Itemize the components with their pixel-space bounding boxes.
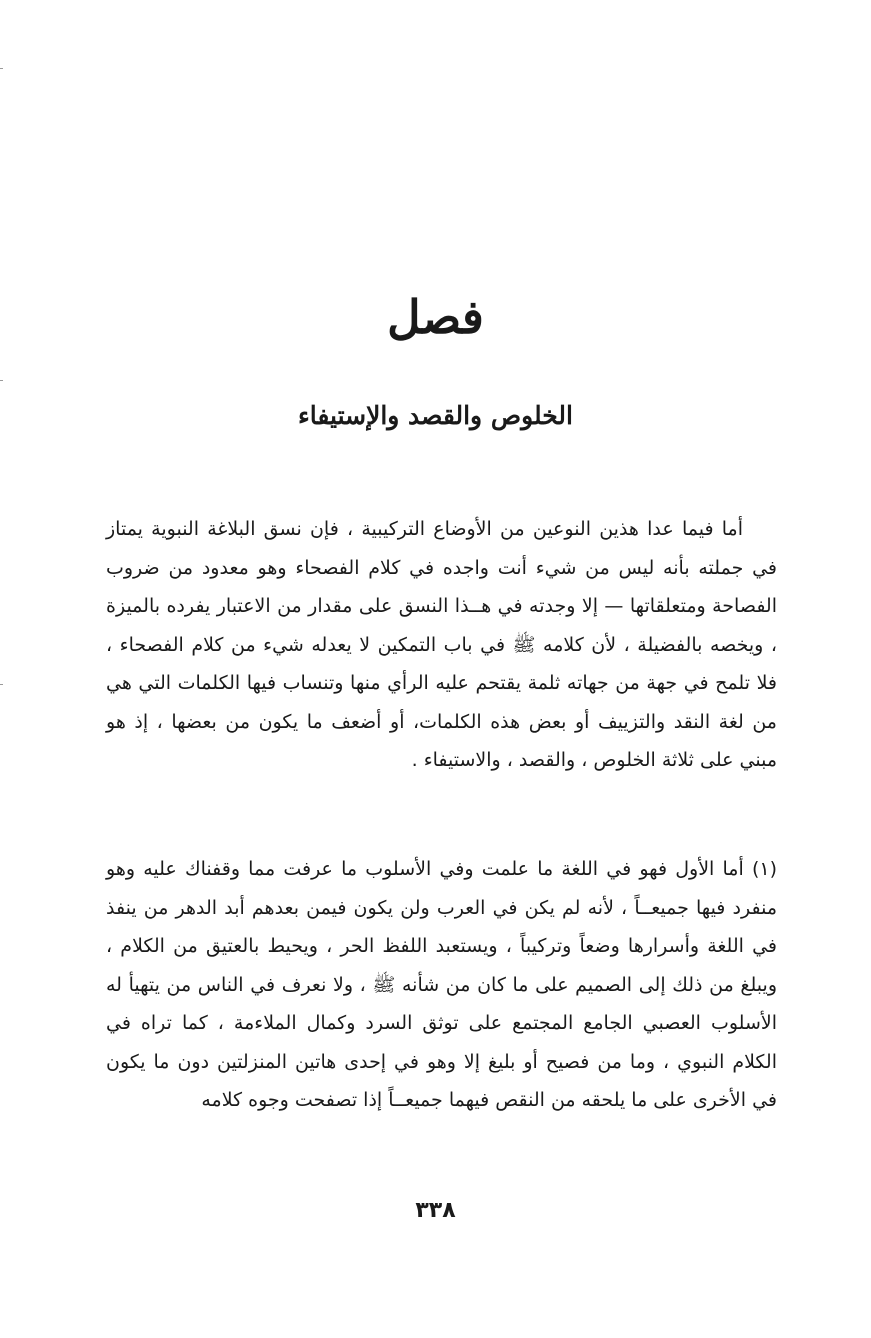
margin-mark [0,380,3,381]
chapter-title: فصل [387,290,484,344]
paragraph-first-principle: (١) أما الأول فهو في اللغة ما علمت وفي الأسلوب ما عرفت مما وقفناك عليه وهو منفرد فيها جميعــاً ، لأنه لم يكن في العرب ولن يكون فيمن بعدهم أبد الدهر من ينفذ في اللغة وأسرارها وضعاً وتركيباً ، ويستعبد اللفظ الحر ، ويحيط بالعتيق من الكلام ، ويبلغ من ذلك إلى الصميم على ما كان من شأنه ﷺ ، ولا نعرف في الناس من يتهيأ له الأسلوب العصبي الجامع المجتمع على توثق السرد وكمال الملاءمة ، كما تراه في الكلام النبوي ، وما من فصيح أو بليغ إلا وهو في إحدى هاتين المنزلتين دون ما يكون في الأخرى على ما يلحقه من النقص فيهما جميعــاً إذا تصفحت وجوه كلامه [106,858,777,1111]
paragraph-intro: أما فيما عدا هذين النوعين من الأوضاع التركيبية ، فإن نسق البلاغة النبوية يمتاز في جملته بأنه ليس من شيء أنت واجده في كلام الفصحاء وهو معدود من ضروب الفصاحة ومتعلقاتها — إلا وجدته في هــذا النسق على مقدار من الاعتبار يفرده بالميزة ، ويخصه بالفضيلة ، لأن كلامه ﷺ في باب التمكين لا يعدله شيء من كلام الفصحاء ، فلا تلمح في جهة من جهاته ثلمة يقتحم عليه الرأي منها وتنساب فيها الكلمات التي هي من لغة النقد والتزييف أو بعض هذه الكلمات، أو أضعف ما يكون من بعضها ، إذ هو مبني على ثلاثة الخلوص ، والقصد ، والاستيفاء . [106,518,777,771]
section-title: الخلوص والقصد والإستيفاء [298,401,573,430]
margin-mark [0,68,3,69]
margin-mark [0,684,3,685]
page-number: ٣٣٨ [415,1198,456,1223]
